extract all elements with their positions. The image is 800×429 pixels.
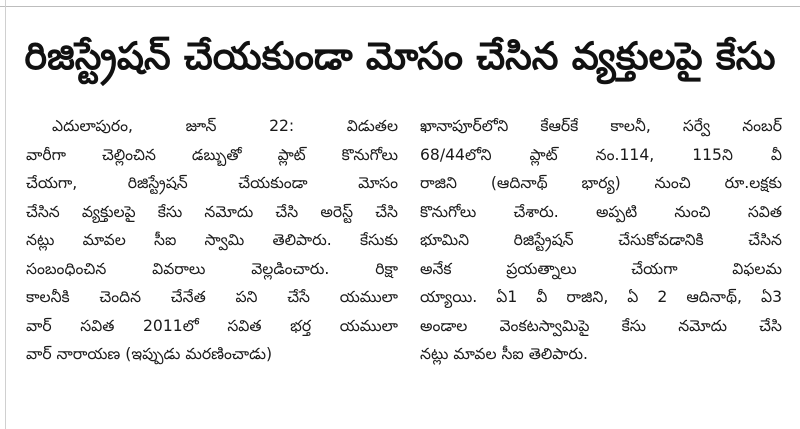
body-line: నట్లు మావల సీఐ స్వామి తెలిపారు. కేసుకు	[26, 231, 398, 249]
body-line: కొనుగోలు చేశారు. అప్పటి నుంచి సవిత	[420, 202, 782, 221]
body-line: వార్ సవిత 2011లో సవిత భర్త యములా	[26, 316, 398, 335]
body-line: య్యాయి. ఏ1 వీ రాజిని, ఏ 2 ఆదినాథ్, ఏ3	[420, 288, 782, 306]
article-column-right	[420, 112, 782, 412]
body-line: అండాల వెంకటస్వామిపై కేసు నమోదు చేసి	[420, 316, 782, 335]
body-line: ఖానాపూర్‌లోని కేఆర్‌కే కాలనీ, సర్వే నంబర్	[420, 117, 782, 135]
body-line: నట్లు మావల సీఐ తెలిపారు.	[420, 345, 588, 363]
top-rule	[0, 0, 800, 7]
body-line: చేసిన వ్యక్తులపై కేసు నమోదు చేసి అరెస్ట్ చేసి	[26, 202, 398, 221]
body-line: వారీగా చెల్లించిన డబ్బుతో ప్లాట్ కొనుగోలు	[26, 145, 398, 164]
column-gutter	[409, 108, 410, 408]
body-line: కాలనీకి చెందిన చేనేత పని చేసే యములా	[26, 288, 398, 306]
body-line: 68/44లోని ప్లాట్ నం.114, 115ని వీ	[420, 145, 782, 164]
article-headline: రిజిస్ట్రేషన్ చేయకుండా మోసం చేసిన వ్యక్తులపై కేసు	[24, 34, 776, 78]
body-line: సంబంధించిన వివరాలు వెల్లడించారు. రిక్షా	[26, 259, 398, 278]
body-line: భూమిని రిజిస్ట్రేషన్ చేసుకోవడానికి చేసిన	[420, 231, 782, 249]
body-line: అనేక ప్రయత్నాలు చేయగా విఫలమ	[420, 259, 782, 278]
body-line: చేయగా, రిజిస్ట్రేషన్ చేయకుండా మోసం	[26, 174, 398, 192]
article-column-left	[26, 112, 398, 412]
body-line: ఎదులాపురం, జూన్ 22: విడుతల	[52, 117, 398, 135]
left-margin-rule	[5, 0, 6, 429]
body-line: వార్ నారాయణ (ఇప్పుడు మరణించాడు)	[26, 345, 273, 363]
body-line: రాజిని (ఆదినాథ్ భార్య) నుంచి రూ.లక్షకు	[420, 174, 782, 192]
